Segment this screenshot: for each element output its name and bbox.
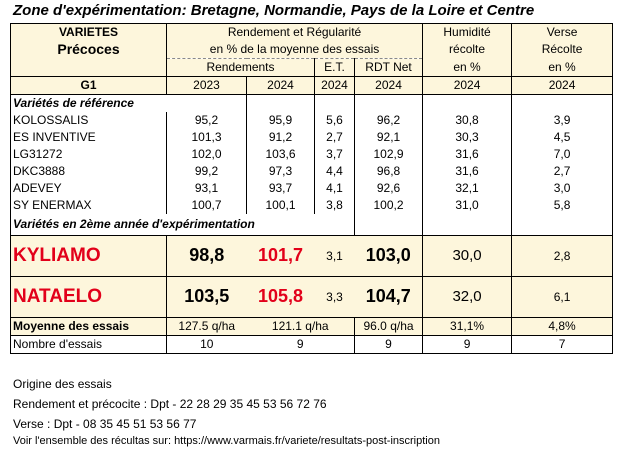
moyenne-humidite: 31,1% [423,318,512,336]
humidite: 30,8 [423,112,512,129]
variety-name: SY ENERMAX [11,197,167,214]
rendement-2023: 93,1 [194,181,219,195]
header-year-2024-net: 2024 [355,77,423,95]
verse: 4,5 [512,129,613,146]
verse: 6,1 [553,290,571,304]
nombre-row [11,336,613,354]
variety-name: LG31272 [11,146,167,163]
rendement-2024: 105,8 [257,286,304,306]
verse: 5,8 [512,197,613,214]
footer-verse: Verse : Dpt - 08 35 45 51 53 56 77 [13,417,197,431]
section-reference-row [11,95,613,113]
variety-name: NATAELO [13,285,103,307]
header-recolte: récolte [423,41,512,59]
header-rendement-regularite: Rendement et Régularité [167,24,423,42]
variety-name: ES INVENTIVE [11,129,167,146]
rdt-net: 96,2 [355,112,423,129]
footer-rendement: Rendement et précocite : Dpt - 22 28 29 35 45 53 56 72 76 [13,397,327,411]
header-year-2024: 2024 [247,77,315,95]
humidite: 32,1 [423,180,512,197]
verse: 3,9 [512,112,613,129]
rdt-net: 103,0 [365,245,411,265]
highlight-row [11,236,613,277]
header-year-2023: 2023 [167,77,247,95]
header-g1: G1 [11,77,167,95]
header-humidite: Humidité [423,24,512,42]
rendement-2024: 103,6 [247,146,315,163]
ecart-type: 5,6 [315,112,355,129]
header-recolte-verse: Récolte [512,41,613,59]
moyenne-2024: 121.1 q/ha [247,318,355,336]
rendement-2024: 95,9 [247,112,315,129]
variety-name: DKC3888 [11,163,167,180]
moyenne-net: 96.0 q/ha [355,318,423,336]
rdt-net: 96,8 [355,163,423,180]
header-year-2024-verse: 2024 [512,77,613,95]
header-humidite-unit: en % [423,59,512,77]
ecart-type: 4,1 [315,180,355,197]
humidite: 31,0 [423,197,512,214]
rendement-2023: 102,0 [191,147,222,161]
moyenne-label: Moyenne des essais [11,318,167,336]
highlight-row [11,277,613,318]
verse: 2,8 [553,249,571,263]
rdt-net: 102,9 [355,146,423,163]
nombre-2024: 9 [247,336,355,354]
rendement-2024: 101,7 [257,245,304,265]
header-row-1 [11,24,613,42]
ecart-type: 4,4 [315,163,355,180]
header-varietes: VARIETES [11,24,167,42]
table-row [11,146,613,163]
moyenne-verse: 4,8% [512,318,613,336]
rendement-2023: 99,2 [194,164,219,178]
ecart-type: 2,7 [315,129,355,146]
rdt-net: 92,6 [355,180,423,197]
moyenne-row [11,318,613,336]
humidite: 30,0 [452,247,482,264]
table-row [11,129,613,146]
nombre-net: 9 [355,336,423,354]
results-table [10,23,613,354]
table-row [11,197,613,214]
header-verse-unit: en % [512,59,613,77]
footer-link[interactable]: Voir l'ensemble des récultas sur: https://www.varmais.fr/variete/resultats-post-inscription [13,435,440,447]
page-title: Zone d'expérimentation: Bretagne, Normandie, Pays de la Loire et Centre [13,2,535,19]
header-row-2 [11,41,613,59]
header-year-2024-hum: 2024 [423,77,512,95]
humidite: 32,0 [452,288,482,305]
rendement-2024: 93,7 [247,180,315,197]
verse: 2,7 [512,163,613,180]
header-precoces: Précoces [11,41,167,59]
humidite: 31,6 [423,146,512,163]
humidite: 31,6 [423,163,512,180]
header-rdt-net: RDT Net [355,59,423,77]
header-row-4 [11,77,613,95]
section-2e-annee-label: Variétés en 2ème année d'expérimentation [11,214,355,236]
humidite: 30,3 [423,129,512,146]
rendement-2023: 95,2 [194,113,219,127]
header-row-3 [11,59,613,77]
variety-name: KYLIAMO [13,244,101,266]
rdt-net: 100,2 [355,197,423,214]
ecart-type: 3,7 [315,146,355,163]
footer-origine: Origine des essais [13,377,112,391]
ecart-type: 3,1 [326,249,343,263]
table-row [11,163,613,180]
section-2e-annee-row [11,214,613,236]
nombre-label: Nombre d'essais [11,336,167,354]
rendement-2024: 91,2 [247,129,315,146]
rdt-net: 92,1 [355,129,423,146]
rendement-2024: 97,3 [247,163,315,180]
variety-name: KOLOSSALIS [11,112,167,129]
header-et: E.T. [315,59,355,77]
ecart-type: 3,3 [326,290,343,304]
variety-name: ADEVEY [11,180,167,197]
nombre-verse: 7 [512,336,613,354]
header-year-2024-et: 2024 [315,77,355,95]
rendement-2023: 101,3 [191,130,222,144]
header-rendements: Rendements [167,59,315,77]
moyenne-2023: 127.5 q/ha [167,318,247,336]
nombre-2023: 10 [167,336,247,354]
section-reference-label: Variétés de référence [11,95,247,113]
table-row [11,112,613,129]
nombre-humidite: 9 [423,336,512,354]
verse: 7,0 [512,146,613,163]
rdt-net: 104,7 [365,286,411,306]
rendement-2023: 100,7 [191,198,222,212]
rendement-2023: 103,5 [184,286,230,306]
ecart-type: 3,8 [315,197,355,214]
verse: 3,0 [512,180,613,197]
header-pct-moyenne: en % de la moyenne des essais [167,41,423,59]
header-verse: Verse [512,24,613,42]
rendement-2024: 100,1 [247,197,315,214]
rendement-2023: 98,8 [189,245,225,265]
table-row [11,180,613,197]
